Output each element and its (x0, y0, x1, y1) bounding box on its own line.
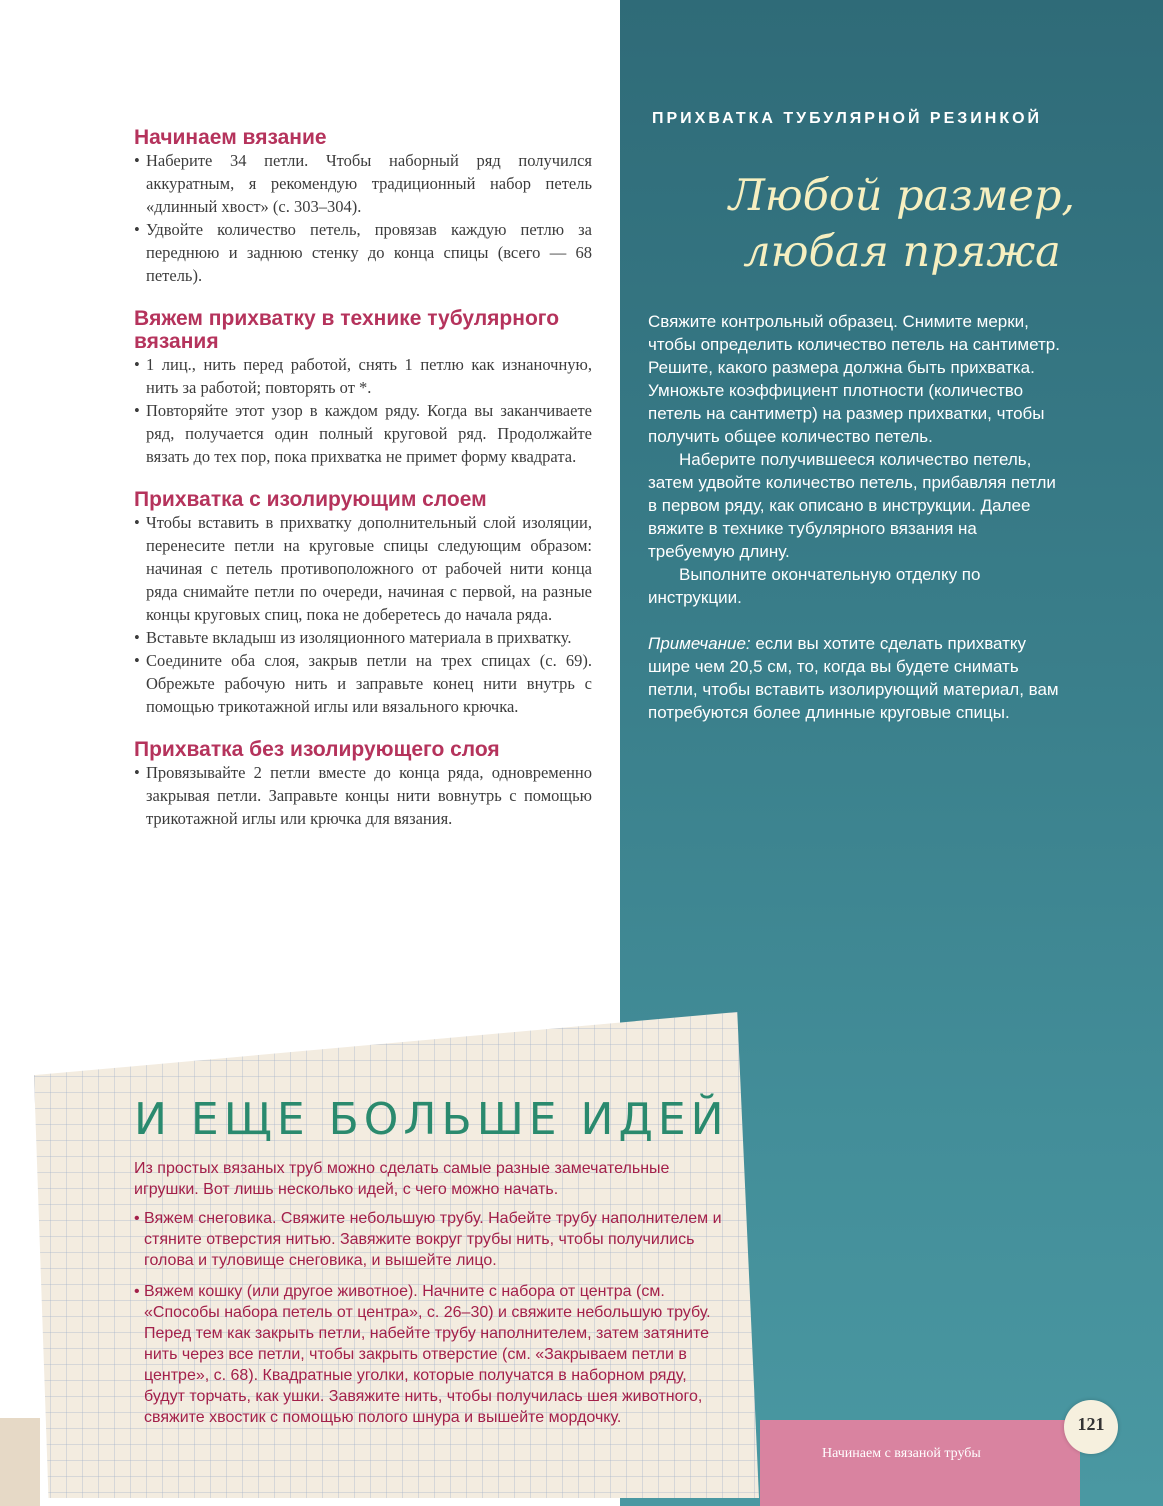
section-with-insulation (134, 488, 592, 718)
section-title: Прихватка с изолирующим слоем (134, 488, 487, 511)
list-item: • Вставьте вкладыш из изоляционного материала в прихватку. (134, 626, 592, 649)
panel-title (712, 168, 1092, 280)
list-item: • Соедините оба слоя, закрыв петли на трех спицах (с. 69). Обрежьте рабочую нить и заправьте конец нити внутрь с помощью трикотажной иглы или вязального крючка. (134, 649, 592, 718)
panel-title-line-1: Любой размер, (728, 171, 1076, 221)
ideas-intro: Из простых вязаных труб можно сделать самые разные замечательные игрушки. Вот лишь несколько идей, с чего можно начать. (134, 1160, 670, 1198)
section-casting-on (134, 126, 592, 287)
list-item: • Повторяйте этот узор в каждом ряду. Когда вы заканчиваете ряд, получается один полный круговой ряд. Продолжайте вязать до тех пор, пока прихватка не примет форму квадрата. (134, 399, 592, 468)
panel-body (648, 310, 1068, 724)
list-item: • Наберите 34 петли. Чтобы наборный ряд получился аккуратным, я рекомендую традиционный набор петель «длинный хвост» (с. 303–304). (134, 149, 592, 218)
ideas-body (134, 1158, 724, 1438)
note-text: если вы хотите сделать прихватку шире чем 20,5 см, то, когда вы будете снимать петли, чтобы вставить изолирующий материал, вам потребуются более длинные круговые спицы. (648, 634, 1059, 722)
list-item: • Чтобы вставить в прихватку дополнительный слой изоляции, перенесите петли на круговые спицы следующим образом: начиная с петель противоположного от рабочей нити конца ряда снимайте петли по очереди, начиная с первой, на разные концы круговых спиц, пока не доберетесь до начала ряда. (134, 511, 592, 626)
footer-strip (0, 1418, 40, 1506)
section-title: Прихватка без изолирующего слоя (134, 738, 500, 761)
section-without-insulation (134, 738, 592, 830)
instructions-column (134, 126, 592, 850)
panel-paragraph: Выполните окончательную отделку по инструкции. (648, 565, 981, 607)
panel-kicker: ПРИХВАТКА ТУБУЛЯРНОЙ РЕЗИНКОЙ (652, 110, 1043, 127)
panel-paragraph: Свяжите контрольный образец. Снимите мерки, чтобы определить количество петель на сантиметр. Решите, какого размера должна быть прихватка. Умножьте коэффициент плотности (количество петель на сантиметр) на размер прихватки, чтобы получить общее количество петель. (648, 312, 1060, 446)
ideas-list (134, 1208, 724, 1428)
chapter-title: Начинаем с вязаной трубы (822, 1446, 981, 1461)
bullet-list (134, 511, 592, 718)
footer-bar (760, 1420, 1080, 1506)
note-label: Примечание: (648, 634, 751, 653)
list-item: • Вяжем кошку (или другое животное). Начните с набора от центра (см. «Способы набора петель от центра», с. 26–30) и свяжите небольшую трубу. Перед тем как закрыть петли, набейте трубу наполнителем, затем затяните нить через все петли, чтобы закрыть отверстие (см. «Закрываем петли в центре», с. 68). Квадратные уголки, которые получатся в наборном ряду, будут торчать, как ушки. Завяжите нить, чтобы получилась шея животного, свяжите хвостик с помощью полого шнура и вышейте мордочку. (134, 1281, 724, 1428)
bullet-list (134, 761, 592, 830)
panel-title-line-2: любая пряжа (743, 227, 1061, 277)
page-number: 121 (1077, 1414, 1105, 1434)
list-item: • Вяжем снеговика. Свяжите небольшую трубу. Набейте трубу наполнителем и стяните отверстия нитью. Завяжите вокруг трубы нить, чтобы получились голова и туловище снеговика, и вышейте лицо. (134, 1208, 724, 1271)
list-item: • 1 лиц., нить перед работой, снять 1 петлю как изнаночную, нить за работой; повторять от *. (134, 353, 592, 399)
list-item: • Провязывайте 2 петли вместе до конца ряда, одновременно закрывая петли. Заправьте концы нити вовнутрь с помощью трикотажной иглы или крючка для вязания. (134, 761, 592, 830)
bullet-list (134, 353, 592, 468)
section-title: Начинаем вязание (134, 126, 327, 149)
section-title: Вяжем прихватку в технике тубулярного вязания (134, 307, 560, 353)
bullet-list (134, 149, 592, 287)
ideas-title: И ЕЩЕ БОЛЬШЕ ИДЕЙ (134, 1094, 729, 1145)
list-item: • Удвойте количество петель, провязав каждую петлю за переднюю и заднюю стенку до конца спицы (всего — 68 петель). (134, 218, 592, 287)
section-tubular-knitting (134, 307, 592, 468)
panel-note (648, 632, 1068, 724)
panel-paragraph: Наберите получившееся количество петель, затем удвойте количество петель, прибавляя петли в первом ряду, как описано в инструкции. Далее вяжите в технике тубулярного вязания на требуемую длину. (648, 450, 1056, 561)
